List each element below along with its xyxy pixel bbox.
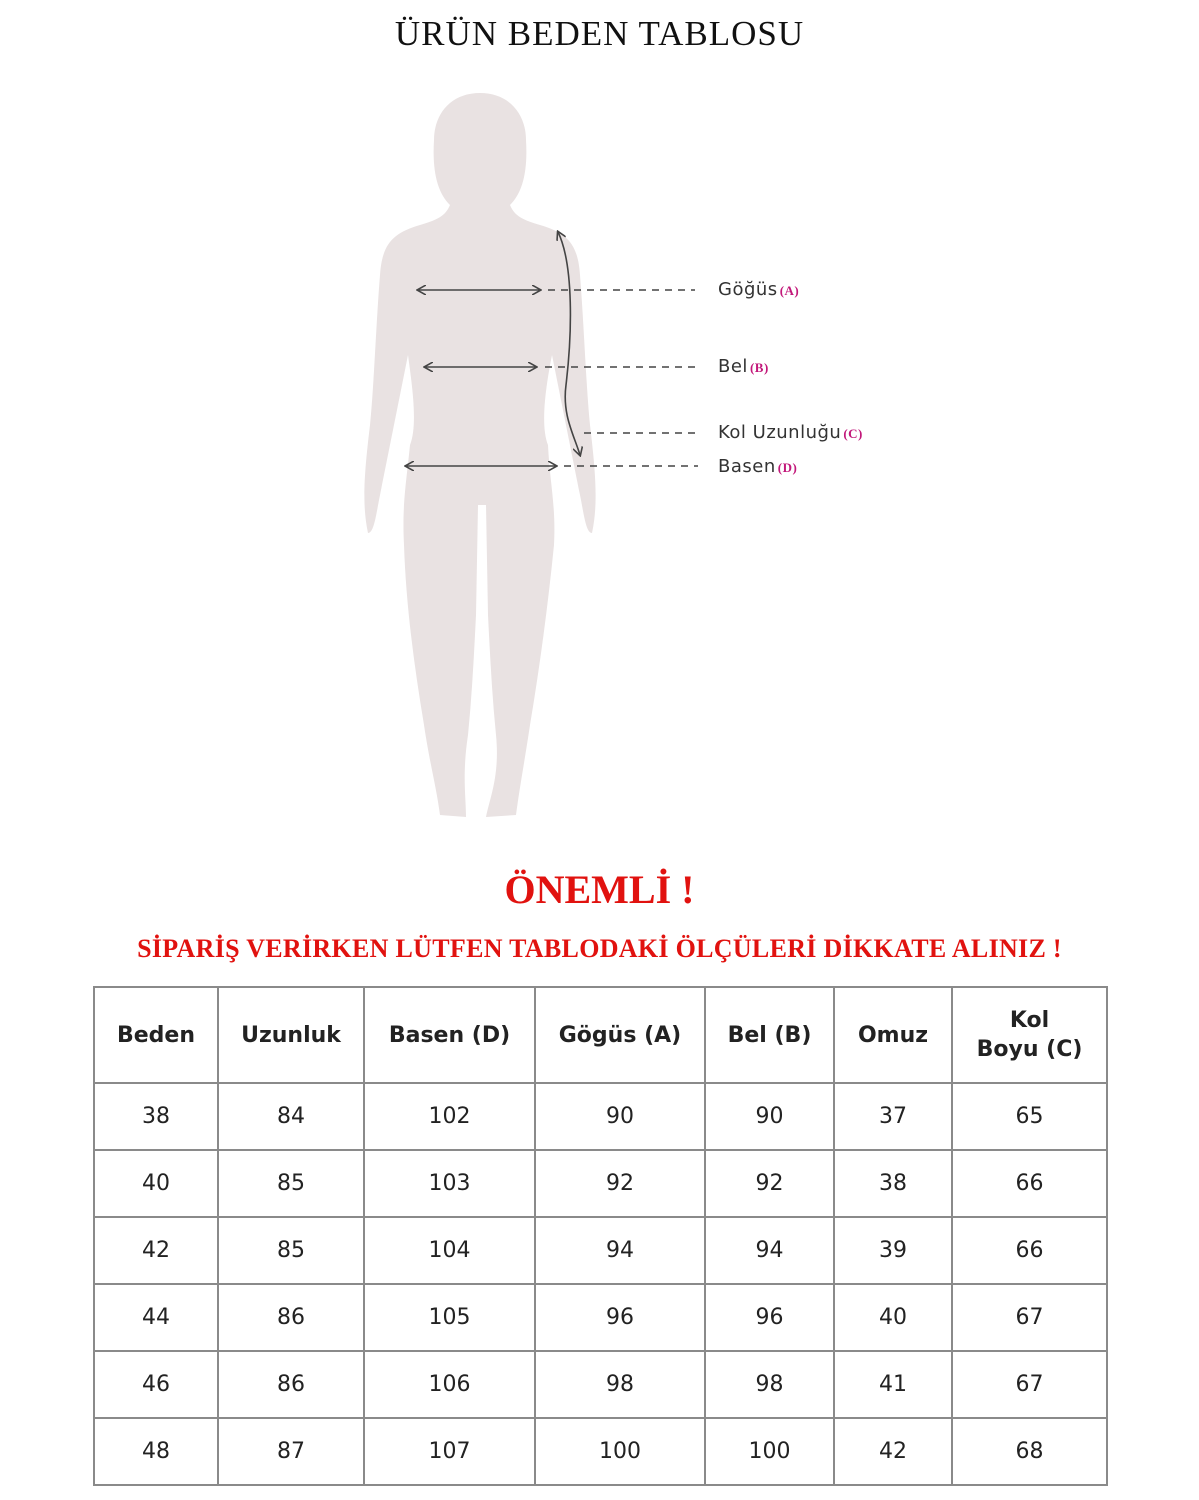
table-cell: 106 [364, 1351, 535, 1418]
header-gogus: Gögüs (A) [535, 987, 705, 1083]
table-cell: 94 [535, 1217, 705, 1284]
table-cell: 85 [218, 1150, 364, 1217]
table-cell: 37 [834, 1083, 952, 1150]
table-cell: 86 [218, 1284, 364, 1351]
header-kol-boyu: Kol Boyu (C) [952, 987, 1107, 1083]
table-cell: 42 [834, 1418, 952, 1485]
table-cell: 107 [364, 1418, 535, 1485]
table-cell: 85 [218, 1217, 364, 1284]
table-cell: 39 [834, 1217, 952, 1284]
header-uzunluk: Uzunluk [218, 987, 364, 1083]
table-cell: 38 [94, 1083, 218, 1150]
table-cell: 42 [94, 1217, 218, 1284]
table-cell: 96 [535, 1284, 705, 1351]
measurement-label-sleeve: Kol Uzunluğu (C) [718, 422, 863, 443]
table-header-row [94, 987, 1107, 1083]
table-cell: 100 [535, 1418, 705, 1485]
table-cell: 87 [218, 1418, 364, 1485]
measurement-tag-c: (C) [843, 426, 863, 441]
table-row [94, 1083, 1107, 1150]
table-cell: 103 [364, 1150, 535, 1217]
table-cell: 67 [952, 1351, 1107, 1418]
measurement-label-chest: Göğüs (A) [718, 279, 800, 300]
size-table [93, 986, 1108, 1486]
measurement-tag-b: (B) [749, 360, 769, 375]
table-cell: 40 [94, 1150, 218, 1217]
table-cell: 90 [705, 1083, 834, 1150]
table-cell: 46 [94, 1351, 218, 1418]
table-cell: 68 [952, 1418, 1107, 1485]
table-cell: 92 [705, 1150, 834, 1217]
table-row [94, 1150, 1107, 1217]
table-row [94, 1418, 1107, 1485]
page-title: ÜRÜN BEDEN TABLOSU [394, 14, 805, 53]
table-cell: 86 [218, 1351, 364, 1418]
body-measurement-figure [340, 85, 940, 830]
table-cell: 94 [705, 1217, 834, 1284]
table-cell: 40 [834, 1284, 952, 1351]
table-cell: 41 [834, 1351, 952, 1418]
table-cell: 96 [705, 1284, 834, 1351]
table-cell: 66 [952, 1217, 1107, 1284]
measurement-tag-a: (A) [779, 283, 800, 298]
table-row [94, 1217, 1107, 1284]
measurement-tag-d: (D) [777, 460, 798, 475]
header-bel: Bel (B) [705, 987, 834, 1083]
header-omuz: Omuz [834, 987, 952, 1083]
table-cell: 48 [94, 1418, 218, 1485]
table-cell: 38 [834, 1150, 952, 1217]
table-cell: 67 [952, 1284, 1107, 1351]
table-row [94, 1284, 1107, 1351]
important-heading: ÖNEMLİ ! [504, 867, 695, 912]
header-beden: Beden [94, 987, 218, 1083]
table-cell: 66 [952, 1150, 1107, 1217]
table-cell: 90 [535, 1083, 705, 1150]
header-basen: Basen (D) [364, 987, 535, 1083]
table-cell: 44 [94, 1284, 218, 1351]
measurement-label-hip: Basen (D) [718, 456, 798, 477]
table-cell: 84 [218, 1083, 364, 1150]
table-cell: 65 [952, 1083, 1107, 1150]
female-silhouette [364, 93, 595, 817]
table-cell: 98 [705, 1351, 834, 1418]
table-cell: 92 [535, 1150, 705, 1217]
table-cell: 102 [364, 1083, 535, 1150]
measurement-label-waist: Bel (B) [718, 356, 769, 377]
table-row [94, 1351, 1107, 1418]
table-cell: 104 [364, 1217, 535, 1284]
table-cell: 100 [705, 1418, 834, 1485]
order-notice: SİPARİŞ VERİRKEN LÜTFEN TABLODAKİ ÖLÇÜLERİ DİKKATE ALINIZ ! [137, 934, 1062, 963]
table-cell: 98 [535, 1351, 705, 1418]
table-cell: 105 [364, 1284, 535, 1351]
